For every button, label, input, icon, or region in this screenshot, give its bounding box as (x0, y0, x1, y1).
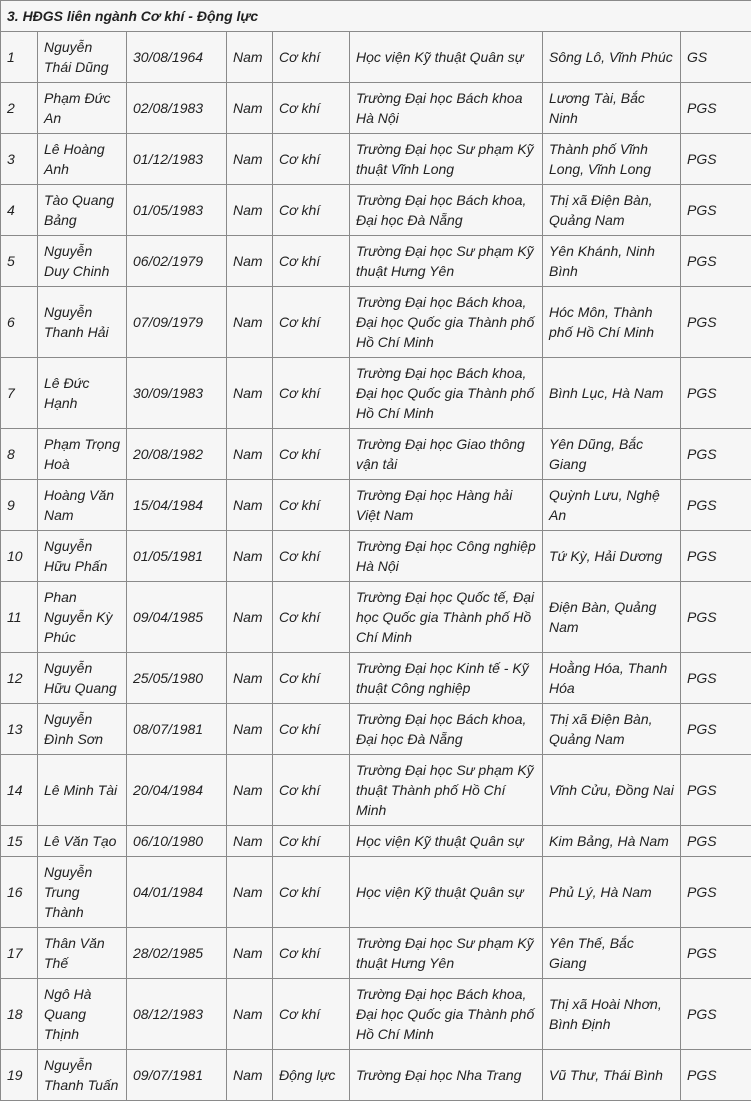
cell-no: 10 (1, 531, 38, 582)
cell-title: PGS (681, 358, 751, 429)
cell-name: Nguyễn Trung Thành (38, 857, 127, 928)
cell-gender: Nam (227, 134, 273, 185)
cell-hometown: Thị xã Hoài Nhơn, Bình Định (543, 979, 681, 1050)
cell-dob: 06/02/1979 (127, 236, 227, 287)
cell-dob: 08/07/1981 (127, 704, 227, 755)
cell-dob: 04/01/1984 (127, 857, 227, 928)
cell-no: 15 (1, 826, 38, 857)
cell-field: Cơ khí (273, 236, 350, 287)
table-row (1, 83, 751, 134)
table-row (1, 134, 751, 185)
cell-title: PGS (681, 236, 751, 287)
cell-no: 1 (1, 32, 38, 83)
cell-hometown: Điện Bàn, Quảng Nam (543, 582, 681, 653)
cell-no: 7 (1, 358, 38, 429)
cell-title: PGS (681, 531, 751, 582)
cell-institution: Trường Đại học Sư phạm Kỹ thuật Hưng Yên (350, 928, 543, 979)
cell-name: Lê Minh Tài (38, 755, 127, 826)
cell-hometown: Thành phố Vĩnh Long, Vĩnh Long (543, 134, 681, 185)
cell-institution: Trường Đại học Nha Trang (350, 1050, 543, 1101)
cell-no: 3 (1, 134, 38, 185)
cell-title: PGS (681, 287, 751, 358)
cell-field: Cơ khí (273, 704, 350, 755)
table-row (1, 826, 751, 857)
cell-dob: 30/09/1983 (127, 358, 227, 429)
cell-dob: 01/05/1981 (127, 531, 227, 582)
table-row (1, 358, 751, 429)
cell-dob: 20/08/1982 (127, 429, 227, 480)
cell-dob: 30/08/1964 (127, 32, 227, 83)
cell-no: 4 (1, 185, 38, 236)
table-row (1, 979, 751, 1050)
cell-field: Cơ khí (273, 755, 350, 826)
table-row (1, 287, 751, 358)
cell-field: Cơ khí (273, 582, 350, 653)
cell-title: PGS (681, 480, 751, 531)
cell-institution: Trường Đại học Sư phạm Kỹ thuật Thành phố Hồ Chí Minh (350, 755, 543, 826)
cell-name: Nguyễn Hữu Quang (38, 653, 127, 704)
cell-title: PGS (681, 134, 751, 185)
cell-gender: Nam (227, 1050, 273, 1101)
cell-title: PGS (681, 704, 751, 755)
cell-name: Phạm Trọng Hoà (38, 429, 127, 480)
cell-institution: Học viện Kỹ thuật Quân sự (350, 857, 543, 928)
cell-name: Nguyễn Thanh Tuấn (38, 1050, 127, 1101)
cell-institution: Trường Đại học Sư phạm Kỹ thuật Vĩnh Long (350, 134, 543, 185)
cell-dob: 01/05/1983 (127, 185, 227, 236)
table-row (1, 32, 751, 83)
cell-gender: Nam (227, 83, 273, 134)
table-row (1, 429, 751, 480)
cell-hometown: Yên Khánh, Ninh Bình (543, 236, 681, 287)
cell-hometown: Hóc Môn, Thành phố Hồ Chí Minh (543, 287, 681, 358)
cell-gender: Nam (227, 857, 273, 928)
cell-name: Phạm Đức An (38, 83, 127, 134)
cell-gender: Nam (227, 531, 273, 582)
cell-gender: Nam (227, 480, 273, 531)
cell-field: Cơ khí (273, 358, 350, 429)
cell-field: Cơ khí (273, 287, 350, 358)
cell-hometown: Lương Tài, Bắc Ninh (543, 83, 681, 134)
cell-no: 2 (1, 83, 38, 134)
cell-institution: Trường Đại học Bách khoa, Đại học Đà Nẵng (350, 185, 543, 236)
cell-gender: Nam (227, 582, 273, 653)
cell-hometown: Thị xã Điện Bàn, Quảng Nam (543, 185, 681, 236)
cell-title: PGS (681, 755, 751, 826)
table-row (1, 236, 751, 287)
cell-name: Nguyễn Duy Chinh (38, 236, 127, 287)
cell-field: Cơ khí (273, 429, 350, 480)
cell-field: Cơ khí (273, 826, 350, 857)
table-row (1, 1050, 751, 1101)
table-row (1, 480, 751, 531)
cell-name: Lê Hoàng Anh (38, 134, 127, 185)
cell-name: Ngô Hà Quang Thịnh (38, 979, 127, 1050)
cell-dob: 20/04/1984 (127, 755, 227, 826)
cell-dob: 08/12/1983 (127, 979, 227, 1050)
cell-gender: Nam (227, 979, 273, 1050)
cell-field: Cơ khí (273, 857, 350, 928)
cell-name: Thân Văn Thế (38, 928, 127, 979)
cell-hometown: Yên Dũng, Bắc Giang (543, 429, 681, 480)
table-row (1, 928, 751, 979)
cell-hometown: Tứ Kỳ, Hải Dương (543, 531, 681, 582)
cell-field: Cơ khí (273, 134, 350, 185)
cell-hometown: Thị xã Điện Bàn, Quảng Nam (543, 704, 681, 755)
cell-field: Cơ khí (273, 531, 350, 582)
cell-dob: 15/04/1984 (127, 480, 227, 531)
cell-institution: Trường Đại học Quốc tế, Đại học Quốc gia Thành phố Hồ Chí Minh (350, 582, 543, 653)
cell-institution: Trường Đại học Hàng hải Việt Nam (350, 480, 543, 531)
cell-dob: 06/10/1980 (127, 826, 227, 857)
cell-title: PGS (681, 653, 751, 704)
section-title: 3. HĐGS liên ngành Cơ khí - Động lực (1, 1, 751, 32)
cell-institution: Trường Đại học Sư phạm Kỹ thuật Hưng Yên (350, 236, 543, 287)
cell-no: 9 (1, 480, 38, 531)
cell-no: 11 (1, 582, 38, 653)
cell-hometown: Quỳnh Lưu, Nghệ An (543, 480, 681, 531)
cell-institution: Trường Đại học Giao thông vận tải (350, 429, 543, 480)
cell-title: PGS (681, 429, 751, 480)
cell-dob: 28/02/1985 (127, 928, 227, 979)
cell-field: Cơ khí (273, 185, 350, 236)
cell-name: Nguyễn Thái Dũng (38, 32, 127, 83)
cell-name: Lê Văn Tạo (38, 826, 127, 857)
cell-dob: 01/12/1983 (127, 134, 227, 185)
cell-title: PGS (681, 979, 751, 1050)
cell-field: Cơ khí (273, 979, 350, 1050)
cell-gender: Nam (227, 755, 273, 826)
cell-hometown: Kim Bảng, Hà Nam (543, 826, 681, 857)
cell-gender: Nam (227, 185, 273, 236)
cell-title: PGS (681, 185, 751, 236)
cell-gender: Nam (227, 928, 273, 979)
cell-field: Cơ khí (273, 83, 350, 134)
cell-dob: 09/07/1981 (127, 1050, 227, 1101)
cell-name: Hoàng Văn Nam (38, 480, 127, 531)
section-title-row (1, 1, 751, 32)
cell-no: 5 (1, 236, 38, 287)
table-row (1, 185, 751, 236)
cell-title: PGS (681, 857, 751, 928)
cell-gender: Nam (227, 653, 273, 704)
table-row (1, 653, 751, 704)
cell-title: GS (681, 32, 751, 83)
table-row (1, 755, 751, 826)
cell-hometown: Sông Lô, Vĩnh Phúc (543, 32, 681, 83)
cell-institution: Trường Đại học Công nghiệp Hà Nội (350, 531, 543, 582)
cell-dob: 02/08/1983 (127, 83, 227, 134)
cell-institution: Học viện Kỹ thuật Quân sự (350, 32, 543, 83)
cell-hometown: Hoằng Hóa, Thanh Hóa (543, 653, 681, 704)
cell-gender: Nam (227, 236, 273, 287)
cell-title: PGS (681, 1050, 751, 1101)
cell-no: 13 (1, 704, 38, 755)
cell-field: Động lực (273, 1050, 350, 1101)
cell-hometown: Vĩnh Cửu, Đồng Nai (543, 755, 681, 826)
cell-field: Cơ khí (273, 653, 350, 704)
cell-no: 17 (1, 928, 38, 979)
cell-no: 18 (1, 979, 38, 1050)
cell-gender: Nam (227, 32, 273, 83)
cell-gender: Nam (227, 704, 273, 755)
cell-no: 8 (1, 429, 38, 480)
cell-dob: 09/04/1985 (127, 582, 227, 653)
cell-gender: Nam (227, 358, 273, 429)
cell-field: Cơ khí (273, 32, 350, 83)
table-row (1, 531, 751, 582)
cell-title: PGS (681, 83, 751, 134)
cell-no: 6 (1, 287, 38, 358)
table-row (1, 582, 751, 653)
cell-institution: Học viện Kỹ thuật Quân sự (350, 826, 543, 857)
cell-gender: Nam (227, 826, 273, 857)
cell-hometown: Yên Thế, Bắc Giang (543, 928, 681, 979)
cell-no: 19 (1, 1050, 38, 1101)
cell-name: Nguyễn Đình Sơn (38, 704, 127, 755)
cell-name: Tào Quang Bảng (38, 185, 127, 236)
cell-institution: Trường Đại học Bách khoa, Đại học Quốc gia Thành phố Hồ Chí Minh (350, 287, 543, 358)
cell-hometown: Vũ Thư, Thái Bình (543, 1050, 681, 1101)
cell-title: PGS (681, 826, 751, 857)
cell-name: Nguyễn Thanh Hải (38, 287, 127, 358)
cell-field: Cơ khí (273, 480, 350, 531)
cell-gender: Nam (227, 287, 273, 358)
cell-name: Phan Nguyễn Kỳ Phúc (38, 582, 127, 653)
cell-dob: 25/05/1980 (127, 653, 227, 704)
table-row (1, 704, 751, 755)
cell-hometown: Bình Lục, Hà Nam (543, 358, 681, 429)
cell-dob: 07/09/1979 (127, 287, 227, 358)
cell-title: PGS (681, 928, 751, 979)
cell-hometown: Phủ Lý, Hà Nam (543, 857, 681, 928)
cell-name: Lê Đức Hạnh (38, 358, 127, 429)
cell-institution: Trường Đại học Bách khoa, Đại học Quốc gia Thành phố Hồ Chí Minh (350, 979, 543, 1050)
cell-gender: Nam (227, 429, 273, 480)
cell-title: PGS (681, 582, 751, 653)
cell-institution: Trường Đại học Bách khoa, Đại học Quốc gia Thành phố Hồ Chí Minh (350, 358, 543, 429)
cell-field: Cơ khí (273, 928, 350, 979)
cell-institution: Trường Đại học Bách khoa Hà Nội (350, 83, 543, 134)
cell-no: 16 (1, 857, 38, 928)
table-row (1, 857, 751, 928)
cell-institution: Trường Đại học Kinh tế - Kỹ thuật Công nghiệp (350, 653, 543, 704)
cell-institution: Trường Đại học Bách khoa, Đại học Đà Nẵng (350, 704, 543, 755)
cell-name: Nguyễn Hữu Phấn (38, 531, 127, 582)
cell-no: 14 (1, 755, 38, 826)
cell-no: 12 (1, 653, 38, 704)
